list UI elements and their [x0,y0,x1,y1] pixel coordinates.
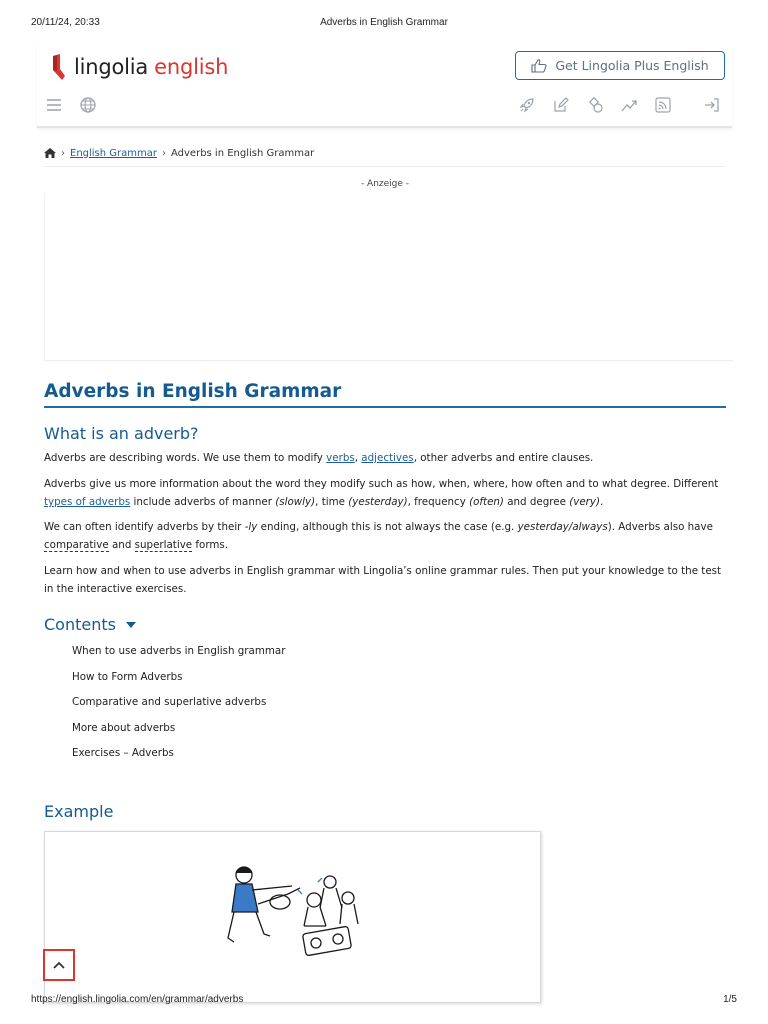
logo[interactable] [50,52,228,82]
verbs-link[interactable]: verbs [326,452,355,464]
breadcrumb [44,144,726,167]
text: . [600,496,604,508]
site-header [37,44,732,128]
vocabulary-icon[interactable] [586,96,604,114]
get-plus-label: Get Lingolia Plus English [555,58,709,73]
print-footer [0,994,768,1008]
comparative-tooltip[interactable]: comparative [44,539,109,551]
print-datetime: 20/11/24, 20:33 [31,17,100,28]
scroll-to-top-button[interactable] [43,949,75,981]
adjectives-link[interactable]: adjectives [361,452,414,464]
example-word: -ly [244,521,258,533]
toc-item[interactable]: Exercises – Adverbs [72,747,174,759]
text: ending, although this is not always the case (e.g. [257,521,518,533]
rocket-icon[interactable] [518,96,536,114]
toc-item[interactable]: More about adverbs [72,721,176,734]
identify-paragraph [44,518,726,554]
print-title: Adverbs in English Grammar [320,17,448,28]
toc-item[interactable]: How to Form Adverbs [72,670,183,683]
text: include adverbs of manner [130,496,276,508]
example-card [44,831,541,1003]
types-paragraph [44,475,726,511]
types-of-adverbs-link[interactable]: types of adverbs [44,496,131,508]
lingolia-logo-icon [50,54,66,80]
example-heading: Example [44,802,114,821]
thumbs-up-icon [531,59,547,73]
breadcrumb-separator: › [162,147,166,159]
text: forms. [192,539,229,551]
print-url: https://english.lingolia.com/en/grammar/adverbs [31,994,244,1005]
progress-chart-icon[interactable] [620,96,638,114]
page-title: Adverbs in English Grammar [44,381,726,408]
text: are describing words. We use them to modify [85,452,327,464]
text: , other adverbs and entire clauses. [413,452,594,464]
text: , time [315,496,349,508]
text: We can often identify adverbs by their [44,521,245,533]
example-word: (often) [469,496,504,508]
rss-icon[interactable] [654,96,672,114]
text: Adverbs give us more information about the word they modify such as how, when, where, how often and to what degree. Different [44,478,719,490]
ad-slot [44,194,733,361]
learn-paragraph: Learn how and when to use adverbs in English grammar with Lingolia’s online grammar rules. Then put your knowledge to the test in the interactive exercises. [44,565,722,595]
example-word: (very) [569,496,601,508]
breadcrumb-english-grammar[interactable]: English Grammar [70,147,157,159]
musicians-illustration [222,864,362,959]
logo-accent-text: english [154,55,229,79]
chevron-up-icon [52,960,66,970]
superlative-tooltip[interactable]: superlative [134,539,193,551]
logo-text [74,55,228,79]
intro-paragraph [44,449,726,467]
text: , [354,452,362,464]
table-of-contents [72,645,672,773]
example-word: (yesterday) [348,496,408,508]
print-page-number: 1/5 [723,994,737,1005]
globe-icon[interactable] [79,96,97,114]
adverbs-term: Adverbs [44,452,86,464]
home-icon[interactable] [44,148,56,158]
example-word: yesterday/always [517,521,608,533]
ad-label: - Anzeige - [360,179,410,189]
text: ). Adverbs also have [607,521,713,533]
get-plus-button[interactable] [515,51,725,80]
toc-item[interactable]: Comparative and superlative adverbs [72,696,267,708]
text: and degree [503,496,570,508]
what-is-heading: What is an adverb? [44,424,199,443]
print-header [0,17,768,31]
example-word: (slowly) [275,496,316,508]
text: , frequency [407,496,470,508]
contents-heading: Contents [44,615,116,634]
menu-icon[interactable] [45,96,63,114]
breadcrumb-current: Adverbs in English Grammar [171,147,315,159]
edit-icon[interactable] [552,96,570,114]
toc-item[interactable]: When to use adverbs in English grammar [72,645,286,657]
logo-main-text: lingolia [74,55,149,79]
login-icon[interactable] [703,96,721,114]
caret-down-icon [126,622,136,628]
breadcrumb-separator: › [61,147,65,159]
text: and [108,539,135,551]
contents-toggle[interactable] [44,615,726,634]
